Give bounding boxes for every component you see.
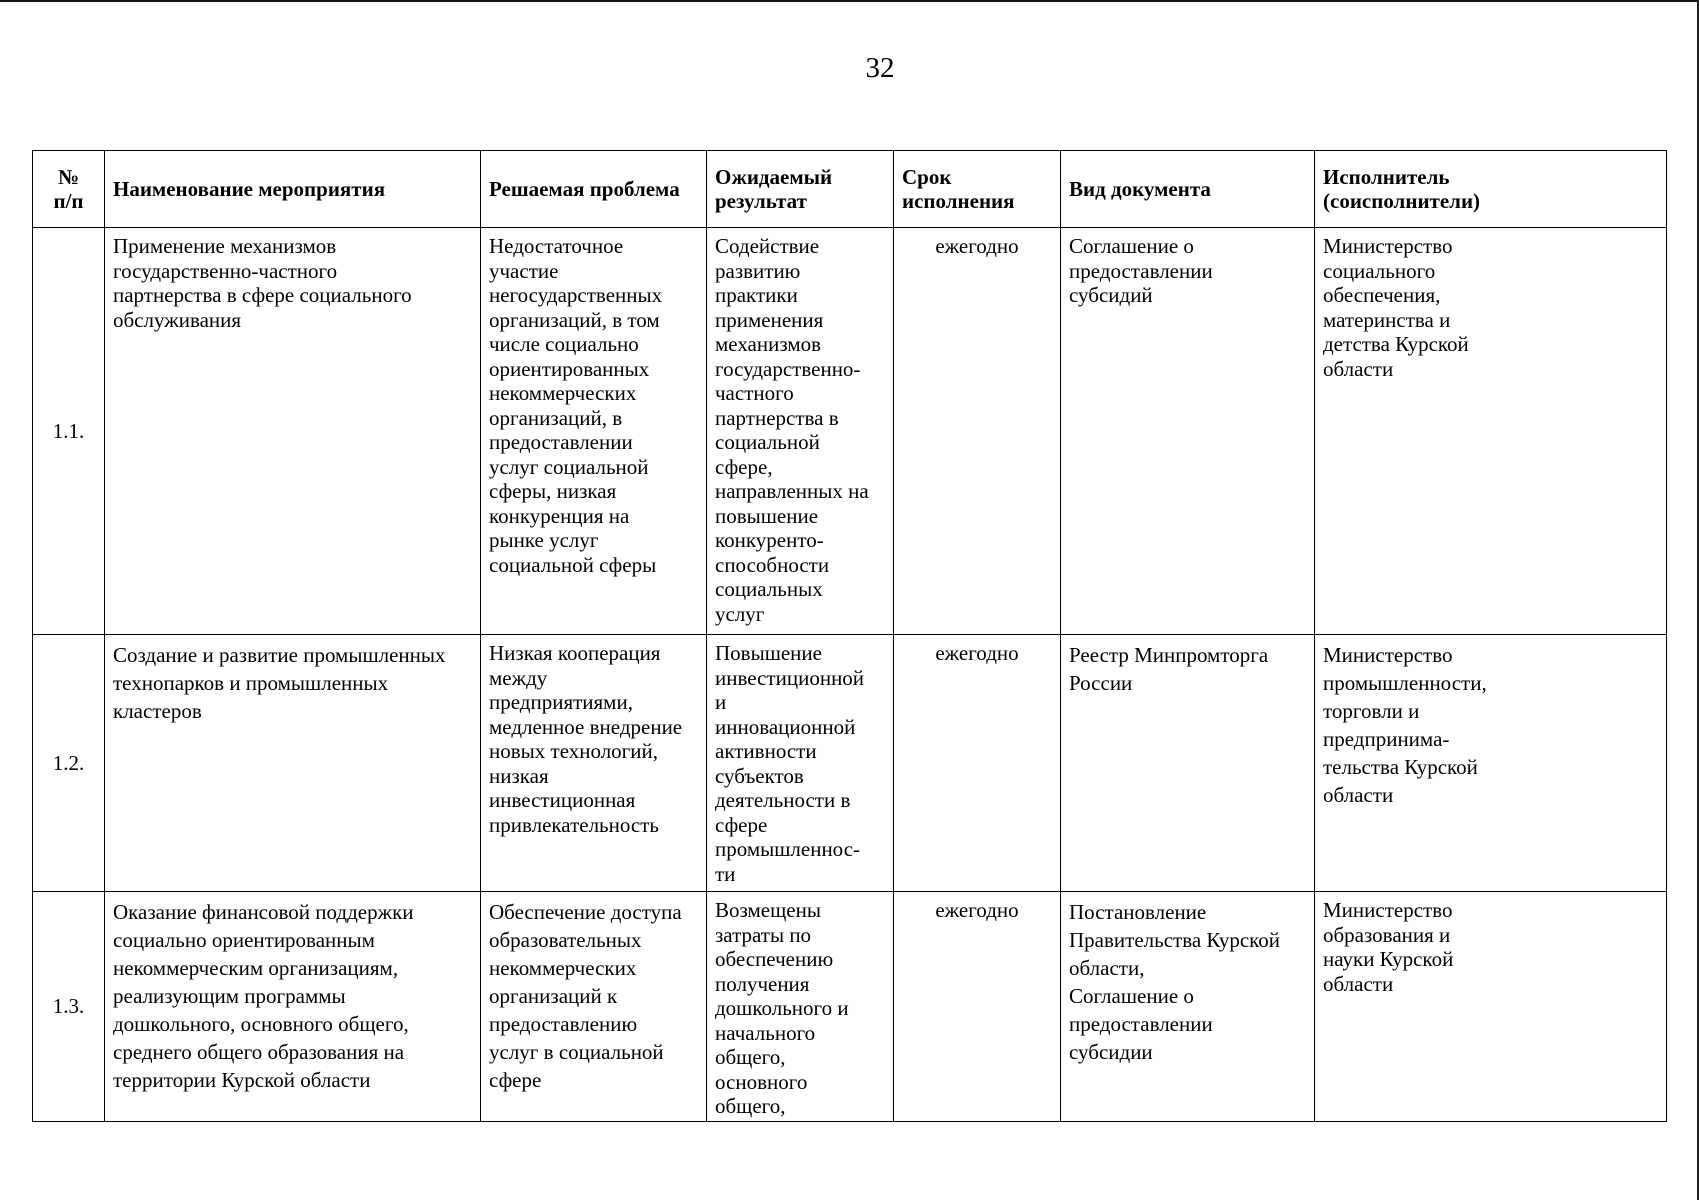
row-number: 1.2. (33, 635, 105, 892)
table-header-row (33, 151, 1667, 228)
term-text: ежегодно (894, 228, 1061, 635)
result-text: Возмещены затраты по обеспечению получения дошкольного и начального общего, основного общего, (707, 892, 894, 1122)
measures-table (32, 150, 1667, 1122)
table-row (33, 635, 1667, 892)
document-type: Постановление Правительства Курской области, Соглашение о предоставлении субсидии (1061, 892, 1315, 1122)
problem-text: Низкая кооперация между предприятиями, медленное внедрение новых технологий, низкая инвестиционная привлекательность (481, 635, 707, 892)
executor-text: Министерство промышленности, торговли и предпринима- тельства Курской области (1315, 635, 1667, 892)
header-number: № п/п (33, 151, 105, 228)
document-type: Соглашение о предоставлении субсидий (1061, 228, 1315, 635)
row-number: 1.3. (33, 892, 105, 1122)
table-row (33, 892, 1667, 1122)
page-number: 32 (865, 52, 895, 84)
measure-name: Применение механизмов государственно-частного партнерства в сфере социального обслуживания (105, 228, 481, 635)
header-term: Срок исполнения (894, 151, 1061, 228)
problem-text: Обеспечение доступа образовательных некоммерческих организаций к предоставлению услуг в социальной сфере (481, 892, 707, 1122)
executor-text: Министерство социального обеспечения, материнства и детства Курской области (1315, 228, 1667, 635)
header-executor: Исполнитель (соисполнители) (1315, 151, 1667, 228)
document-type: Реестр Минпромторга России (1061, 635, 1315, 892)
header-name: Наименование мероприятия (105, 151, 481, 228)
row-number: 1.1. (33, 228, 105, 635)
problem-text: Недостаточное участие негосударственных организаций, в том числе социально ориентированных некоммерческих организаций, в предоставлении услуг социальной сферы, низкая конкуренция на рынке услуг социальной сферы (481, 228, 707, 635)
header-problem: Решаемая проблема (481, 151, 707, 228)
result-text: Содействие развитию практики применения механизмов государственно- частного партнерства в социальной сфере, направленных на повышение конкуренто- способности социальных услуг (707, 228, 894, 635)
result-text: Повышение инвестиционной и инновационной активности субъектов деятельности в сфере промышленнос- ти (707, 635, 894, 892)
term-text: ежегодно (894, 892, 1061, 1122)
measure-name: Оказание финансовой поддержки социально ориентированным некоммерческим организациям, реализующим программы дошкольного, основного общего, среднего общего образования на территории Курской области (105, 892, 481, 1122)
term-text: ежегодно (894, 635, 1061, 892)
measure-name: Создание и развитие промышленных технопарков и промышленных кластеров (105, 635, 481, 892)
header-result: Ожидаемый результат (707, 151, 894, 228)
table-row (33, 228, 1667, 635)
executor-text: Министерство образования и науки Курской области (1315, 892, 1667, 1122)
header-document: Вид документа (1061, 151, 1315, 228)
scan-edge-top (0, 0, 1699, 2)
